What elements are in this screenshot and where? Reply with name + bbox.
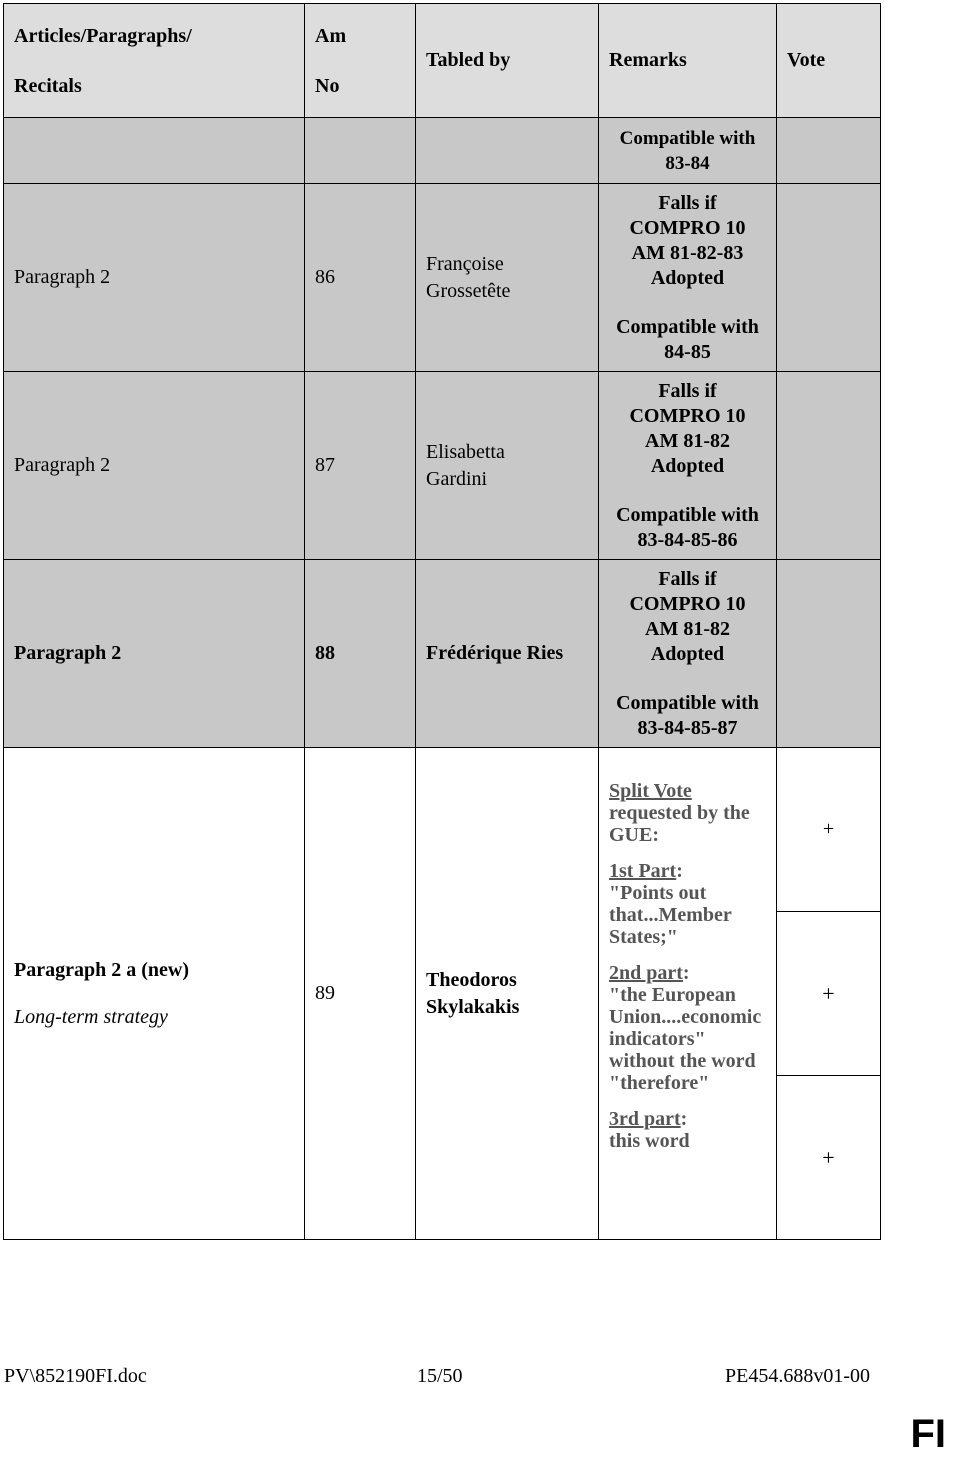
falls-if: Falls if COMPRO 10 AM 81-82 Adopted <box>629 379 746 477</box>
table-row <box>4 184 881 372</box>
am-number: 86 <box>305 184 416 372</box>
votes-table <box>3 3 881 1240</box>
part1-label: 1st Part <box>609 860 677 882</box>
footer-pe-ref: PE454.688v01-00 <box>725 1365 870 1387</box>
footer-page-number: 15/50 <box>417 1365 463 1387</box>
article-subtitle: Long-term strategy <box>14 1005 168 1028</box>
part3-label: 3rd part <box>609 1108 681 1130</box>
header-row <box>4 4 881 118</box>
am-number: 89 <box>305 748 416 1240</box>
am-number: 88 <box>305 560 416 748</box>
compatible-with: Compatible with 83-84-85-87 <box>616 691 759 739</box>
header-tabled-by: Tabled by <box>416 4 599 118</box>
header-am-no <box>305 4 416 118</box>
article-cell: Paragraph 2 <box>4 372 305 560</box>
compatible-with: Compatible with 84-85 <box>616 315 759 363</box>
article-cell: Paragraph 2 <box>4 560 305 748</box>
header-vote: Vote <box>777 4 881 118</box>
article-cell <box>4 748 305 1240</box>
remarks-cell <box>599 372 777 560</box>
am-number: 87 <box>305 372 416 560</box>
split-remarks: Split Vote requested by the GUE: 1st Part: "Points out that...Member States;" 2nd part: "the European Union....economic indicators" without the word "therefore" 3rd part: this word <box>599 748 777 1240</box>
split-vote-label: Split Vote <box>609 780 692 802</box>
vote-part3: + <box>777 1076 881 1240</box>
falls-if: Falls if COMPRO 10 AM 81-82 Adopted <box>629 567 746 665</box>
tabled-by: Elisabetta Gardini <box>416 372 599 560</box>
tabled-by: Theodoros Skylakakis <box>416 748 599 1240</box>
part2-label: 2nd part <box>609 962 683 984</box>
split-vote-row <box>4 748 881 912</box>
remarks-cell <box>599 560 777 748</box>
header-no: No <box>315 74 340 97</box>
table-row <box>4 560 881 748</box>
table-row <box>4 372 881 560</box>
compatible-with: Compatible with 83-84-85-86 <box>616 503 759 551</box>
remarks-cell <box>599 184 777 372</box>
vote-part1: + <box>777 748 881 912</box>
pre-remark: Compatible with 83-84 <box>599 118 777 184</box>
tabled-by: Françoise Grossetête <box>416 184 599 372</box>
vote-part2: + <box>777 912 881 1076</box>
article-cell: Paragraph 2 <box>4 184 305 372</box>
header-articles-line1: Articles/Paragraphs/ <box>14 24 192 47</box>
header-am: Am <box>315 24 347 47</box>
tabled-by: Frédérique Ries <box>416 560 599 748</box>
article-title: Paragraph 2 a (new) <box>14 958 189 981</box>
footer-doc-ref: PV\852190FI.doc <box>4 1365 147 1387</box>
pre-remark-row <box>4 118 881 184</box>
header-articles <box>4 4 305 118</box>
language-code: FI <box>910 1412 946 1456</box>
header-remarks: Remarks <box>599 4 777 118</box>
header-articles-line2: Recitals <box>14 74 82 97</box>
falls-if: Falls if COMPRO 10 AM 81-82-83 Adopted <box>629 191 746 289</box>
